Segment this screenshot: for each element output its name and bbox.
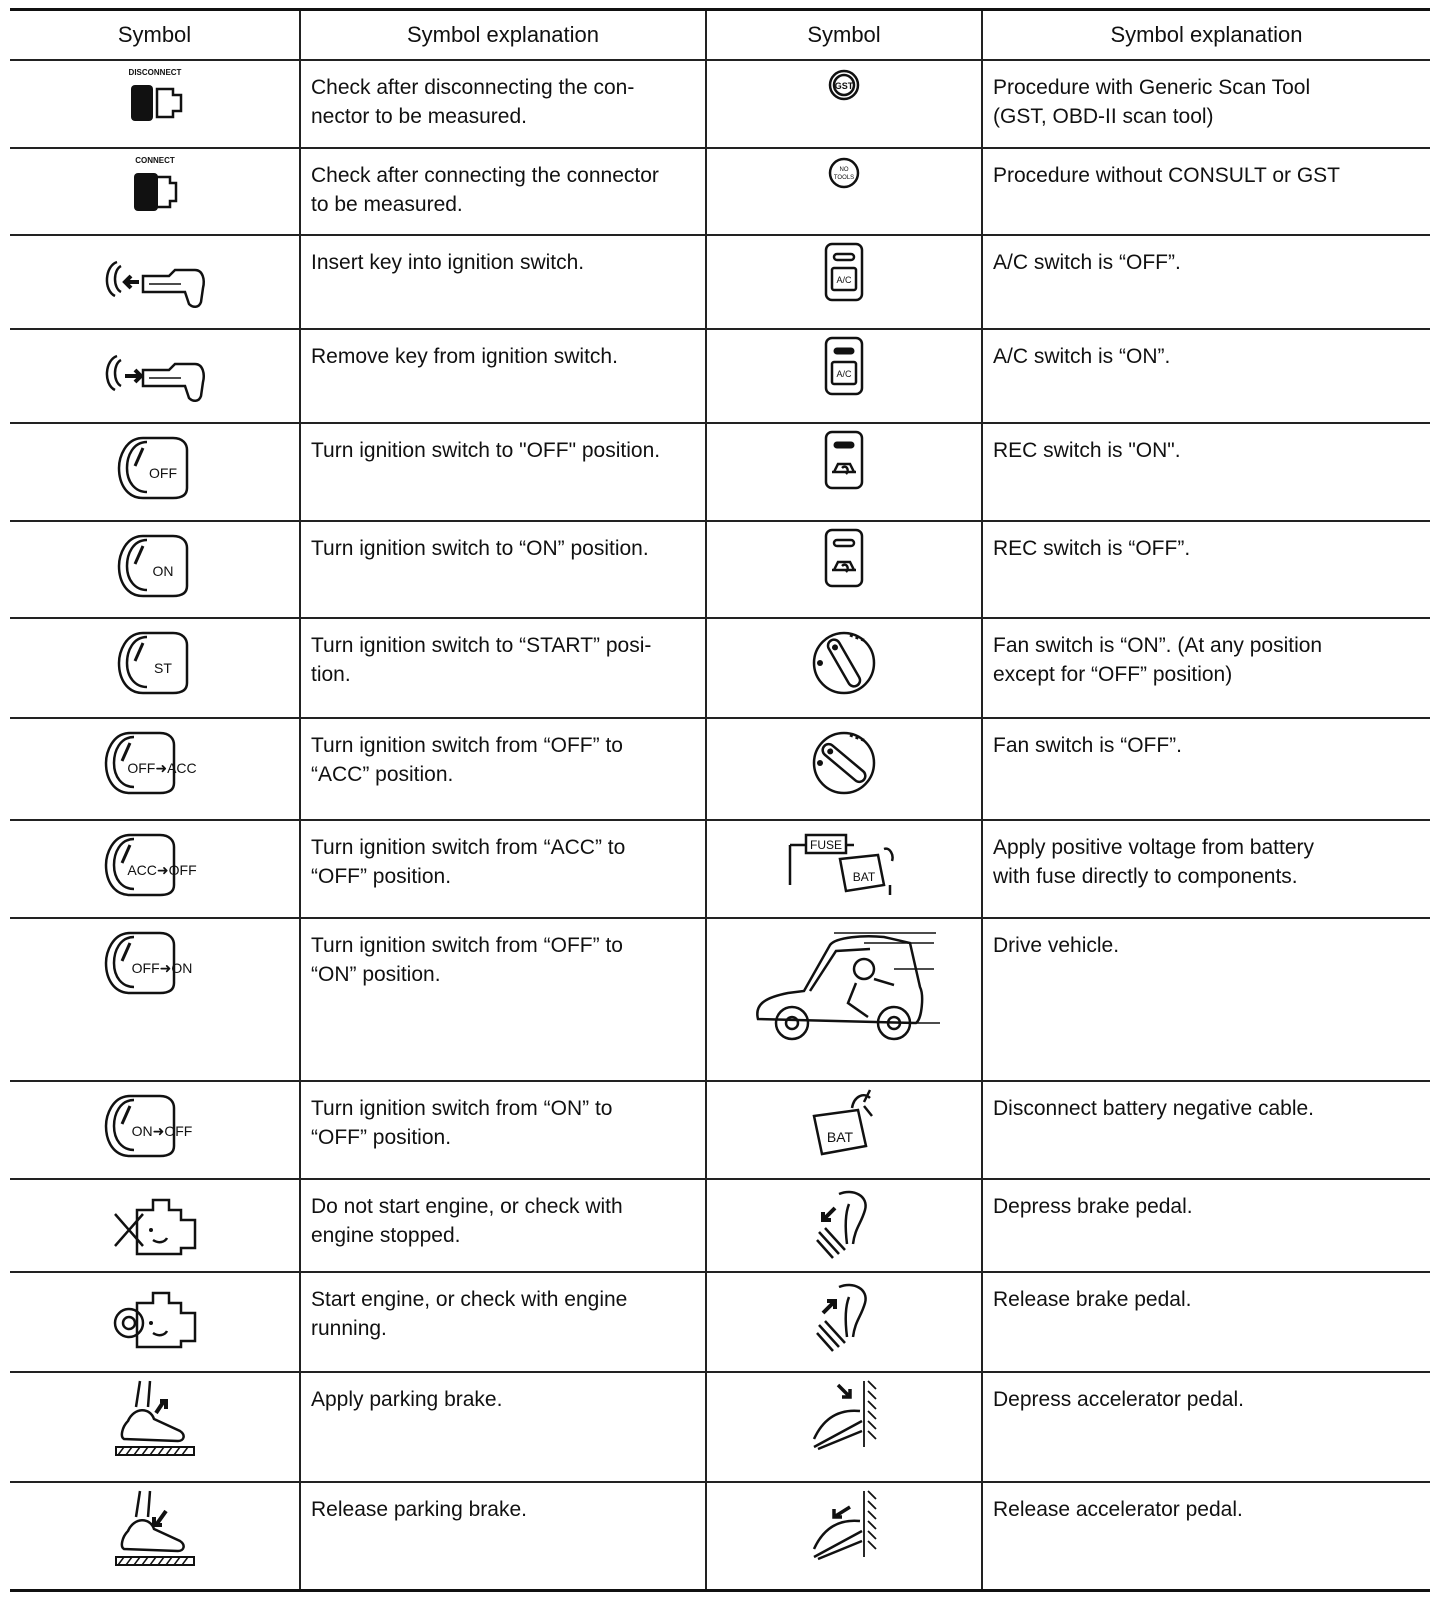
battery-fuse-icon bbox=[784, 838, 904, 885]
release-accelerator-icon bbox=[804, 1519, 884, 1536]
explanation-cell-right: Procedure with Generic Scan Tool (GST, OBD-II scan tool) bbox=[982, 60, 1430, 148]
apply-parking-brake-icon bbox=[110, 1412, 200, 1429]
fan-switch-on-icon bbox=[806, 653, 882, 670]
ignition-off-to-acc-icon bbox=[100, 754, 210, 777]
svg-text:DISCONNECT: DISCONNECT bbox=[128, 68, 181, 77]
battery-disconnect-icon bbox=[804, 1117, 884, 1145]
explanation-cell-right: Disconnect battery negative cable. bbox=[982, 1081, 1430, 1179]
svg-text:BAT: BAT bbox=[852, 870, 876, 885]
insert-key-icon bbox=[95, 271, 215, 288]
table-row bbox=[10, 148, 1430, 236]
symbol-cell-left bbox=[10, 1482, 300, 1590]
explanation-cell-left: Turn ignition switch to “ON” position. bbox=[300, 521, 706, 619]
explanation-cell-right: Depress brake pedal. bbox=[982, 1179, 1430, 1273]
table-row bbox=[10, 718, 1430, 820]
release-parking-brake-icon bbox=[110, 1522, 200, 1539]
explanation-cell-left: Check after connecting the connector to be measured. bbox=[300, 148, 706, 236]
symbol-cell-right bbox=[706, 1372, 982, 1482]
rec-switch-on-icon bbox=[822, 451, 866, 468]
svg-text:CONNECT: CONNECT bbox=[134, 155, 175, 165]
explanation-cell-right: Release brake pedal. bbox=[982, 1272, 1430, 1372]
explanation-cell-right: Drive vehicle. bbox=[982, 918, 1430, 1081]
explanation-cell-right: Procedure without CONSULT or GST bbox=[982, 148, 1430, 236]
table-row bbox=[10, 918, 1430, 1081]
explanation-cell-left: Insert key into ignition switch. bbox=[300, 235, 706, 329]
symbol-cell-right bbox=[706, 1179, 982, 1273]
ignition-on-to-off-icon bbox=[100, 1117, 210, 1139]
release-brake-pedal-icon bbox=[809, 1309, 879, 1326]
rec-switch-off-icon bbox=[822, 549, 866, 566]
drive-vehicle-icon bbox=[744, 979, 944, 996]
ignition-start-icon bbox=[113, 655, 197, 677]
explanation-cell-right: Depress accelerator pedal. bbox=[982, 1372, 1430, 1482]
symbol-cell-right bbox=[706, 1482, 982, 1590]
explanation-cell-right: A/C switch is “ON”. bbox=[982, 329, 1430, 423]
explanation-cell-right: A/C switch is “OFF”. bbox=[982, 235, 1430, 329]
explanation-cell-right: REC switch is “OFF”. bbox=[982, 521, 1430, 619]
table-row bbox=[10, 1372, 1430, 1482]
svg-text:ST: ST bbox=[153, 660, 172, 677]
symbol-cell-right bbox=[706, 521, 982, 619]
explanation-cell-right: REC switch is "ON". bbox=[982, 423, 1430, 521]
header-explanation-right: Symbol explanation bbox=[982, 10, 1430, 61]
svg-text:A/C: A/C bbox=[836, 368, 852, 379]
table-row bbox=[10, 1272, 1430, 1372]
table-row bbox=[10, 60, 1430, 148]
svg-text:TOOLS: TOOLS bbox=[833, 174, 855, 181]
explanation-cell-left: Do not start engine, or check with engine stopped. bbox=[300, 1179, 706, 1273]
table-row bbox=[10, 618, 1430, 718]
explanation-cell-left: Turn ignition switch from “ON” to “OFF” position. bbox=[300, 1081, 706, 1179]
svg-text:FUSE: FUSE bbox=[809, 838, 843, 853]
symbol-cell-left bbox=[10, 235, 300, 329]
symbol-cell-left bbox=[10, 918, 300, 1081]
symbol-cell-left bbox=[10, 820, 300, 918]
ac-switch-on-icon bbox=[822, 357, 866, 379]
symbol-cell-right bbox=[706, 918, 982, 1081]
explanation-cell-left: Turn ignition switch from “ACC” to “OFF” position. bbox=[300, 820, 706, 918]
svg-text:GST: GST bbox=[834, 81, 854, 91]
symbol-cell-right bbox=[706, 618, 982, 718]
symbol-cell-left bbox=[10, 1081, 300, 1179]
svg-text:OFF: OFF bbox=[148, 464, 177, 481]
explanation-cell-left: Start engine, or check with engine running. bbox=[300, 1272, 706, 1372]
header-symbol-right: Symbol bbox=[706, 10, 982, 61]
svg-text:BAT: BAT bbox=[826, 1128, 854, 1145]
explanation-cell-left: Turn ignition switch from “OFF” to “ACC” position. bbox=[300, 718, 706, 820]
table-header-row bbox=[10, 10, 1430, 61]
fan-switch-off-icon bbox=[806, 752, 882, 769]
symbol-cell-left bbox=[10, 329, 300, 423]
ignition-off-to-on-icon bbox=[100, 954, 210, 976]
symbol-cell-right bbox=[706, 718, 982, 820]
svg-text:A/C: A/C bbox=[836, 275, 852, 286]
svg-text:ON: ON bbox=[152, 562, 173, 579]
no-tools-icon bbox=[824, 164, 864, 181]
symbol-cell-left bbox=[10, 148, 300, 236]
table-row bbox=[10, 1179, 1430, 1273]
symbol-cell-left bbox=[10, 60, 300, 148]
explanation-cell-left: Check after disconnecting the con- nector to be measured. bbox=[300, 60, 706, 148]
engine-running-icon bbox=[107, 1309, 203, 1326]
symbol-cell-left bbox=[10, 521, 300, 619]
table-row bbox=[10, 820, 1430, 918]
engine-stopped-icon bbox=[107, 1215, 203, 1232]
table-row bbox=[10, 1081, 1430, 1179]
gst-icon bbox=[824, 76, 864, 93]
symbol-table bbox=[10, 8, 1430, 1592]
symbol-cell-right bbox=[706, 820, 982, 918]
header-explanation-left: Symbol explanation bbox=[300, 10, 706, 61]
table-row bbox=[10, 423, 1430, 521]
symbol-cell-left bbox=[10, 718, 300, 820]
symbol-cell-right bbox=[706, 60, 982, 148]
explanation-cell-left: Apply parking brake. bbox=[300, 1372, 706, 1482]
explanation-cell-right: Release accelerator pedal. bbox=[982, 1482, 1430, 1590]
symbol-cell-right bbox=[706, 148, 982, 236]
table-row bbox=[10, 1482, 1430, 1590]
symbol-cell-left bbox=[10, 618, 300, 718]
ignition-on-icon bbox=[113, 557, 197, 579]
explanation-cell-left: Release parking brake. bbox=[300, 1482, 706, 1590]
depress-accelerator-icon bbox=[804, 1409, 884, 1426]
svg-text:NO: NO bbox=[839, 166, 849, 173]
explanation-cell-right: Apply positive voltage from battery with fuse directly to components. bbox=[982, 820, 1430, 918]
ac-switch-off-icon bbox=[822, 263, 866, 286]
symbol-cell-right bbox=[706, 423, 982, 521]
explanation-cell-left: Remove key from ignition switch. bbox=[300, 329, 706, 423]
explanation-cell-right: Fan switch is “ON”. (At any position except for “OFF” position) bbox=[982, 618, 1430, 718]
symbol-cell-right bbox=[706, 235, 982, 329]
explanation-cell-left: Turn ignition switch to "OFF" position. bbox=[300, 423, 706, 521]
svg-text:OFF➜ON: OFF➜ON bbox=[131, 959, 192, 976]
explanation-cell-right: Fan switch is “OFF”. bbox=[982, 718, 1430, 820]
svg-text:ACC➜OFF: ACC➜OFF bbox=[126, 862, 197, 879]
table-row bbox=[10, 329, 1430, 423]
symbol-cell-left bbox=[10, 423, 300, 521]
symbol-cell-right bbox=[706, 1081, 982, 1179]
connect-connector-icon bbox=[120, 155, 190, 196]
svg-text:ON➜OFF: ON➜OFF bbox=[131, 1122, 192, 1139]
explanation-cell-left: Turn ignition switch to “START” posi- tion. bbox=[300, 618, 706, 718]
explanation-cell-left: Turn ignition switch from “OFF” to “ON” position. bbox=[300, 918, 706, 1081]
header-symbol-left: Symbol bbox=[10, 10, 300, 61]
disconnect-connector-icon bbox=[115, 68, 195, 108]
ignition-off-icon bbox=[113, 459, 197, 481]
svg-text:OFF➜ACC: OFF➜ACC bbox=[126, 760, 197, 777]
symbol-cell-right bbox=[706, 329, 982, 423]
ignition-acc-to-off-icon bbox=[100, 856, 210, 879]
symbol-cell-left bbox=[10, 1272, 300, 1372]
depress-brake-pedal-icon bbox=[809, 1215, 879, 1232]
remove-key-icon bbox=[95, 365, 215, 382]
symbol-cell-left bbox=[10, 1179, 300, 1273]
table-row bbox=[10, 521, 1430, 619]
table-row bbox=[10, 235, 1430, 329]
symbol-cell-left bbox=[10, 1372, 300, 1482]
symbol-cell-right bbox=[706, 1272, 982, 1372]
